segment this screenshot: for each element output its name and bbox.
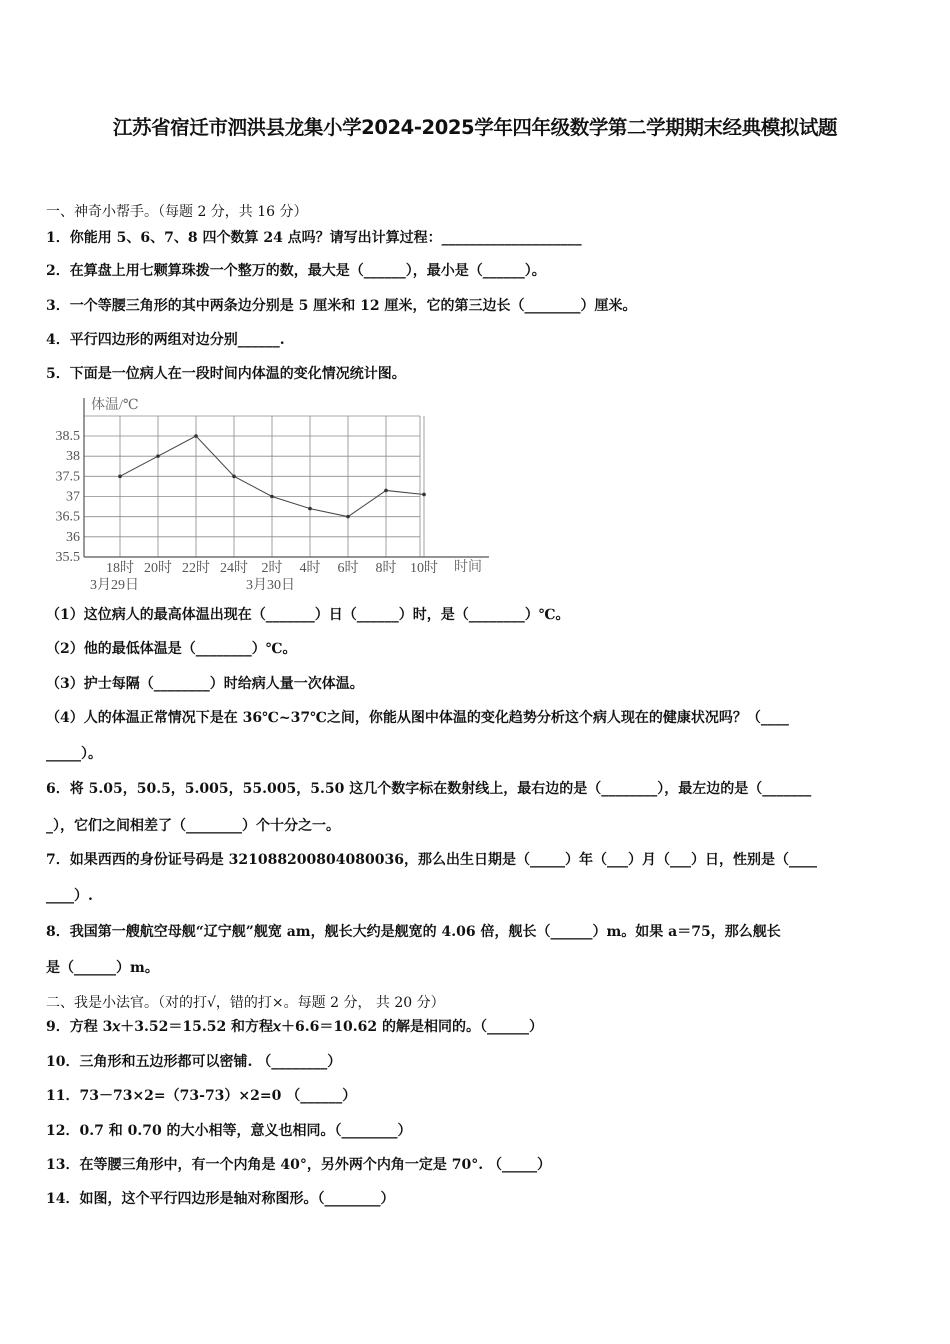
y-tick-label: 35.5 xyxy=(55,550,80,565)
question-5-3: （3）护士每隔（________）时给病人量一次体温。 xyxy=(46,676,364,692)
temperature-line-chart xyxy=(44,390,504,600)
question-10: 10．三角形和五边形都可以密铺. （________） xyxy=(46,1054,342,1070)
question-6: 6．将 5.05，50.5，5.005，55.005，5.50 这几个数字标在数射线上，最右边的是（________），最左边的是（_______ xyxy=(46,781,812,797)
question-8-continued: 是（______）m。 xyxy=(46,960,159,976)
question-11: 11．73－73×2=（73-73）×2=0 （______） xyxy=(46,1088,357,1104)
date-label: 3月29日 xyxy=(90,578,139,593)
x-tick-label: 8时 xyxy=(375,561,397,576)
x-tick-label: 24时 xyxy=(220,561,248,576)
x-tick-label: 18时 xyxy=(106,561,134,576)
x-tick-label: 4时 xyxy=(299,561,321,576)
question-7: 7．如果西西的身份证号码是 321088200804080036，那么出生日期是（_____）年（___）月（___）日，性别是（____ xyxy=(46,852,817,868)
temperature-data-point xyxy=(232,475,236,479)
temperature-data-point xyxy=(194,434,198,438)
question-13: 13．在等腰三角形中，有一个内角是 40°，另外两个内角一定是 70°. （_____） xyxy=(46,1157,551,1173)
question-5-4-continued: _____）。 xyxy=(46,746,102,762)
question-8: 8．我国第一艘航空母舰“辽宁舰”舰宽 am，舰长大约是舰宽的 4.06 倍，舰长（______）m。如果 a＝75，那么舰长 xyxy=(46,924,781,940)
x-tick-label: 22时 xyxy=(182,561,210,576)
y-tick-label: 37 xyxy=(66,489,80,505)
y-axis-title: 体温/℃ xyxy=(91,398,139,413)
question-12: 12．0.7 和 0.70 的大小相等，意义也相同。（________） xyxy=(46,1123,412,1139)
question-7-continued: ____）. xyxy=(46,888,93,904)
y-tick-label: 38.5 xyxy=(55,429,80,444)
section-2-heading: 二、我是小法官。（对的打√，错的打×。每题 2 分， 共 20 分） xyxy=(46,995,445,1011)
y-tick-label: 36.5 xyxy=(55,509,80,525)
x-tick-label: 2时 xyxy=(261,561,283,576)
question-3: 3．一个等腰三角形的其中两条边分别是 5 厘米和 12 厘米，它的第三边长（________）厘米。 xyxy=(46,298,637,314)
question-5-2: （2）他的最低体温是（________）℃。 xyxy=(46,641,297,657)
temperature-data-point xyxy=(308,507,312,511)
x-tick-label: 10时 xyxy=(410,561,438,576)
x-tick-label: 20时 xyxy=(144,561,172,576)
temperature-data-point xyxy=(346,515,350,519)
question-14: 14．如图，这个平行四边形是轴对称图形。（________） xyxy=(46,1191,395,1207)
section-1-heading: 一、神奇小帮手。（每题 2 分，共 16 分） xyxy=(46,204,308,220)
question-6-continued: _），它们之间相差了（________）个十分之一。 xyxy=(46,818,340,834)
temperature-data-point xyxy=(270,495,274,499)
x-tick-label: 6时 xyxy=(337,561,359,576)
question-1: 1．你能用 5、6、7、8 四个数算 24 点吗？请写出计算过程：____________________ xyxy=(46,230,582,246)
y-tick-label: 36 xyxy=(66,529,80,545)
question-5-4: （4）人的体温正常情况下是在 36℃~37℃之间，你能从图中体温的变化趋势分析这个病人现在的健康状况吗？（____ xyxy=(46,710,789,726)
y-tick-label: 37.5 xyxy=(55,469,80,485)
temperature-data-point xyxy=(156,454,160,458)
temperature-data-point xyxy=(422,493,426,497)
question-5: 5．下面是一位病人在一段时间内体温的变化情况统计图。 xyxy=(46,366,406,382)
question-2: 2．在算盘上用七颗算珠拨一个整万的数，最大是（______），最小是（______）。 xyxy=(46,263,546,279)
question-5-1: （1）这位病人的最高体温出现在（_______）日（______）时，是（________）℃。 xyxy=(46,607,570,623)
question-4: 4．平行四边形的两组对边分别______. xyxy=(46,332,285,348)
temperature-data-point xyxy=(384,489,388,493)
page-title: 江苏省宿迁市泗洪县龙集小学2024-2025学年四年级数学第二学期期末经典模拟试题 xyxy=(112,116,838,139)
question-9: 9．方程 3𝑥＋3.52＝15.52 和方程𝑥＋6.6＝10.62 的解是相同的。（______） xyxy=(46,1019,544,1035)
x-axis-title: 时间 xyxy=(454,560,482,575)
date-label: 3月30日 xyxy=(246,578,295,593)
y-tick-label: 38 xyxy=(66,449,80,465)
temperature-data-point xyxy=(118,475,122,479)
